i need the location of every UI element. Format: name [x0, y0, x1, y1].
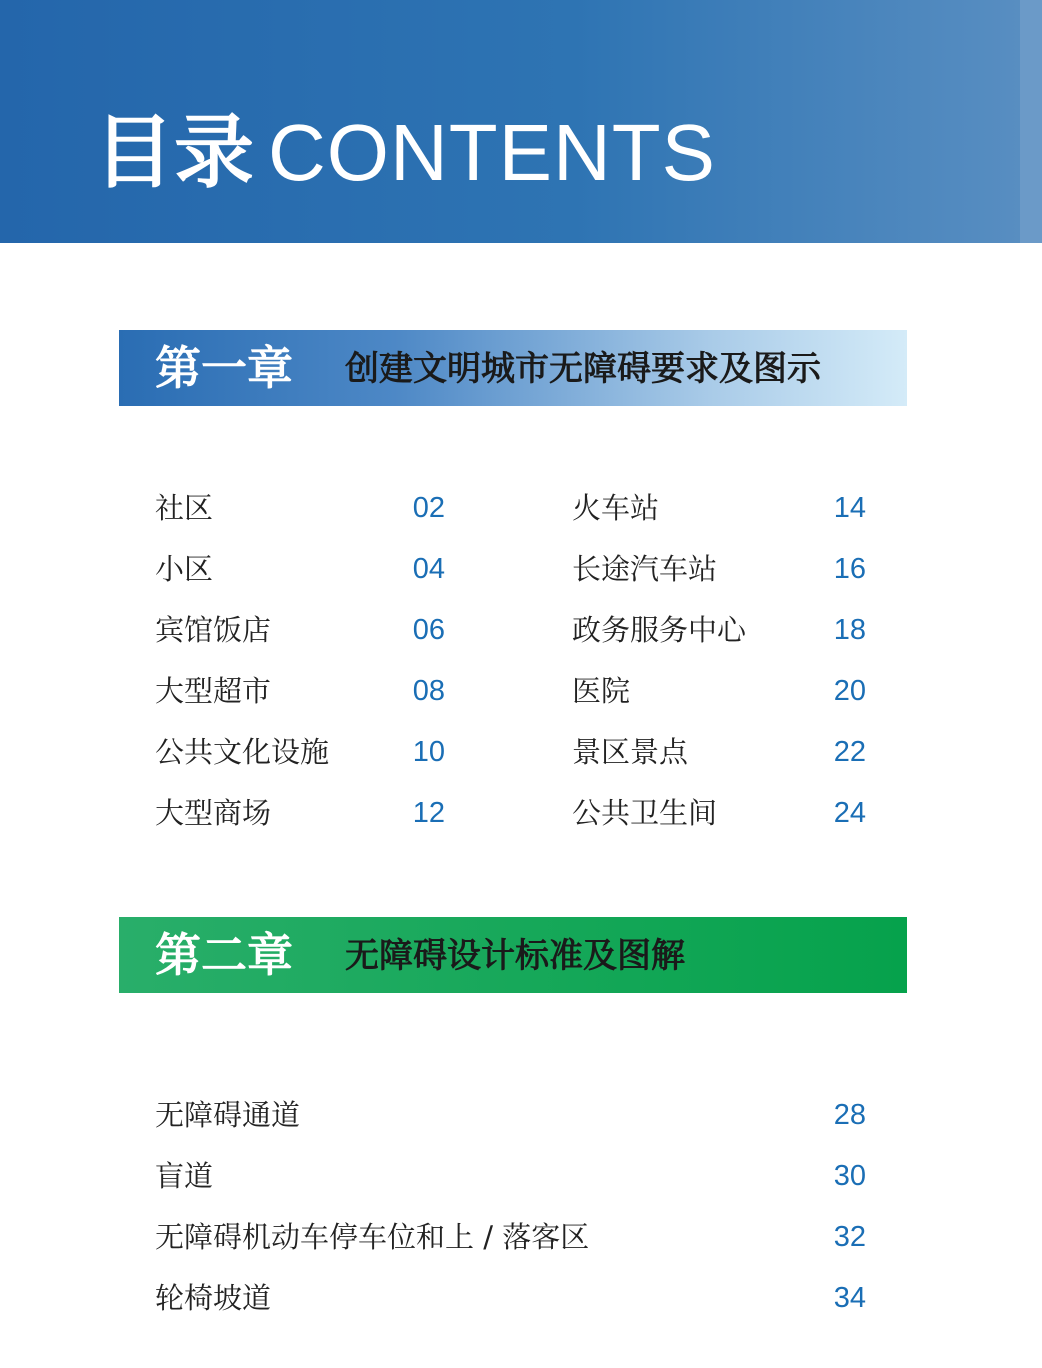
toc-entry-service-center[interactable]	[572, 610, 866, 650]
toc-entry-hotel[interactable]	[155, 610, 445, 650]
toc-entry-page: 24	[833, 797, 866, 829]
toc-entry-label: 政务服务中心	[572, 613, 747, 647]
toc-entry-label: 盲道	[155, 1159, 214, 1193]
toc-entry-page: 30	[833, 1160, 866, 1192]
toc-entry-page: 16	[833, 553, 866, 585]
toc-entry-page: 32	[833, 1221, 866, 1253]
toc-entry-hospital[interactable]	[572, 671, 866, 711]
toc-entry-shequ[interactable]	[155, 488, 445, 528]
toc-entry-tactile-path[interactable]	[155, 1156, 866, 1196]
toc-entry-page: 02	[412, 492, 445, 524]
page-title-cn: 目录	[94, 105, 254, 199]
toc-entry-page: 18	[833, 614, 866, 646]
toc-entry-accessible-passage[interactable]	[155, 1095, 866, 1135]
toc-entry-label: 轮椅坡道	[155, 1281, 272, 1315]
toc-entry-wheelchair-ramp[interactable]	[155, 1278, 866, 1318]
toc-entry-bus-station[interactable]	[572, 549, 866, 589]
toc-entry-page: 28	[833, 1099, 866, 1131]
toc-entry-label: 宾馆饭店	[155, 613, 272, 647]
toc-entry-label: 无障碍机动车停车位和上 / 落客区	[155, 1220, 590, 1254]
toc-entry-page: 14	[833, 492, 866, 524]
toc-entry-label: 社区	[155, 491, 214, 525]
toc-entry-label: 公共卫生间	[572, 796, 718, 830]
toc-entry-page: 10	[412, 736, 445, 768]
toc-entry-culture-facility[interactable]	[155, 732, 445, 772]
toc-entry-page: 22	[833, 736, 866, 768]
toc-entry-xiaoqu[interactable]	[155, 549, 445, 589]
page-title-en: CONTENTS	[268, 108, 716, 197]
chapter-1-number: 第一章	[155, 341, 293, 395]
toc-entry-label: 景区景点	[572, 735, 689, 769]
toc-entry-label: 大型商场	[155, 796, 272, 830]
toc-entry-label: 长途汽车站	[572, 552, 718, 586]
chapter-1-banner	[119, 330, 907, 406]
toc-entry-supermarket[interactable]	[155, 671, 445, 711]
contents-header	[0, 0, 1042, 243]
toc-entry-mall[interactable]	[155, 793, 445, 833]
toc-entry-label: 火车站	[572, 491, 660, 525]
toc-entry-public-toilet[interactable]	[572, 793, 866, 833]
toc-entry-label: 大型超市	[155, 674, 272, 708]
toc-entry-label: 医院	[572, 674, 631, 708]
chapter-2-title: 无障碍设计标准及图解	[345, 936, 685, 976]
toc-entry-page: 12	[412, 797, 445, 829]
toc-entry-page: 34	[833, 1282, 866, 1314]
chapter-1-title: 创建文明城市无障碍要求及图示	[345, 349, 821, 389]
toc-entry-page: 20	[833, 675, 866, 707]
toc-entry-train-station[interactable]	[572, 488, 866, 528]
toc-entry-page: 04	[412, 553, 445, 585]
chapter-2-number: 第二章	[155, 928, 293, 982]
toc-entry-accessible-parking[interactable]	[155, 1217, 866, 1257]
toc-entry-scenic-spot[interactable]	[572, 732, 866, 772]
page-title	[94, 106, 716, 199]
toc-entry-page: 08	[412, 675, 445, 707]
header-edge-strip	[1020, 0, 1042, 243]
toc-entry-label: 无障碍通道	[155, 1098, 301, 1132]
toc-entry-label: 小区	[155, 552, 214, 586]
toc-entry-label: 公共文化设施	[155, 735, 330, 769]
chapter-2-banner	[119, 917, 907, 993]
toc-entry-page: 06	[412, 614, 445, 646]
